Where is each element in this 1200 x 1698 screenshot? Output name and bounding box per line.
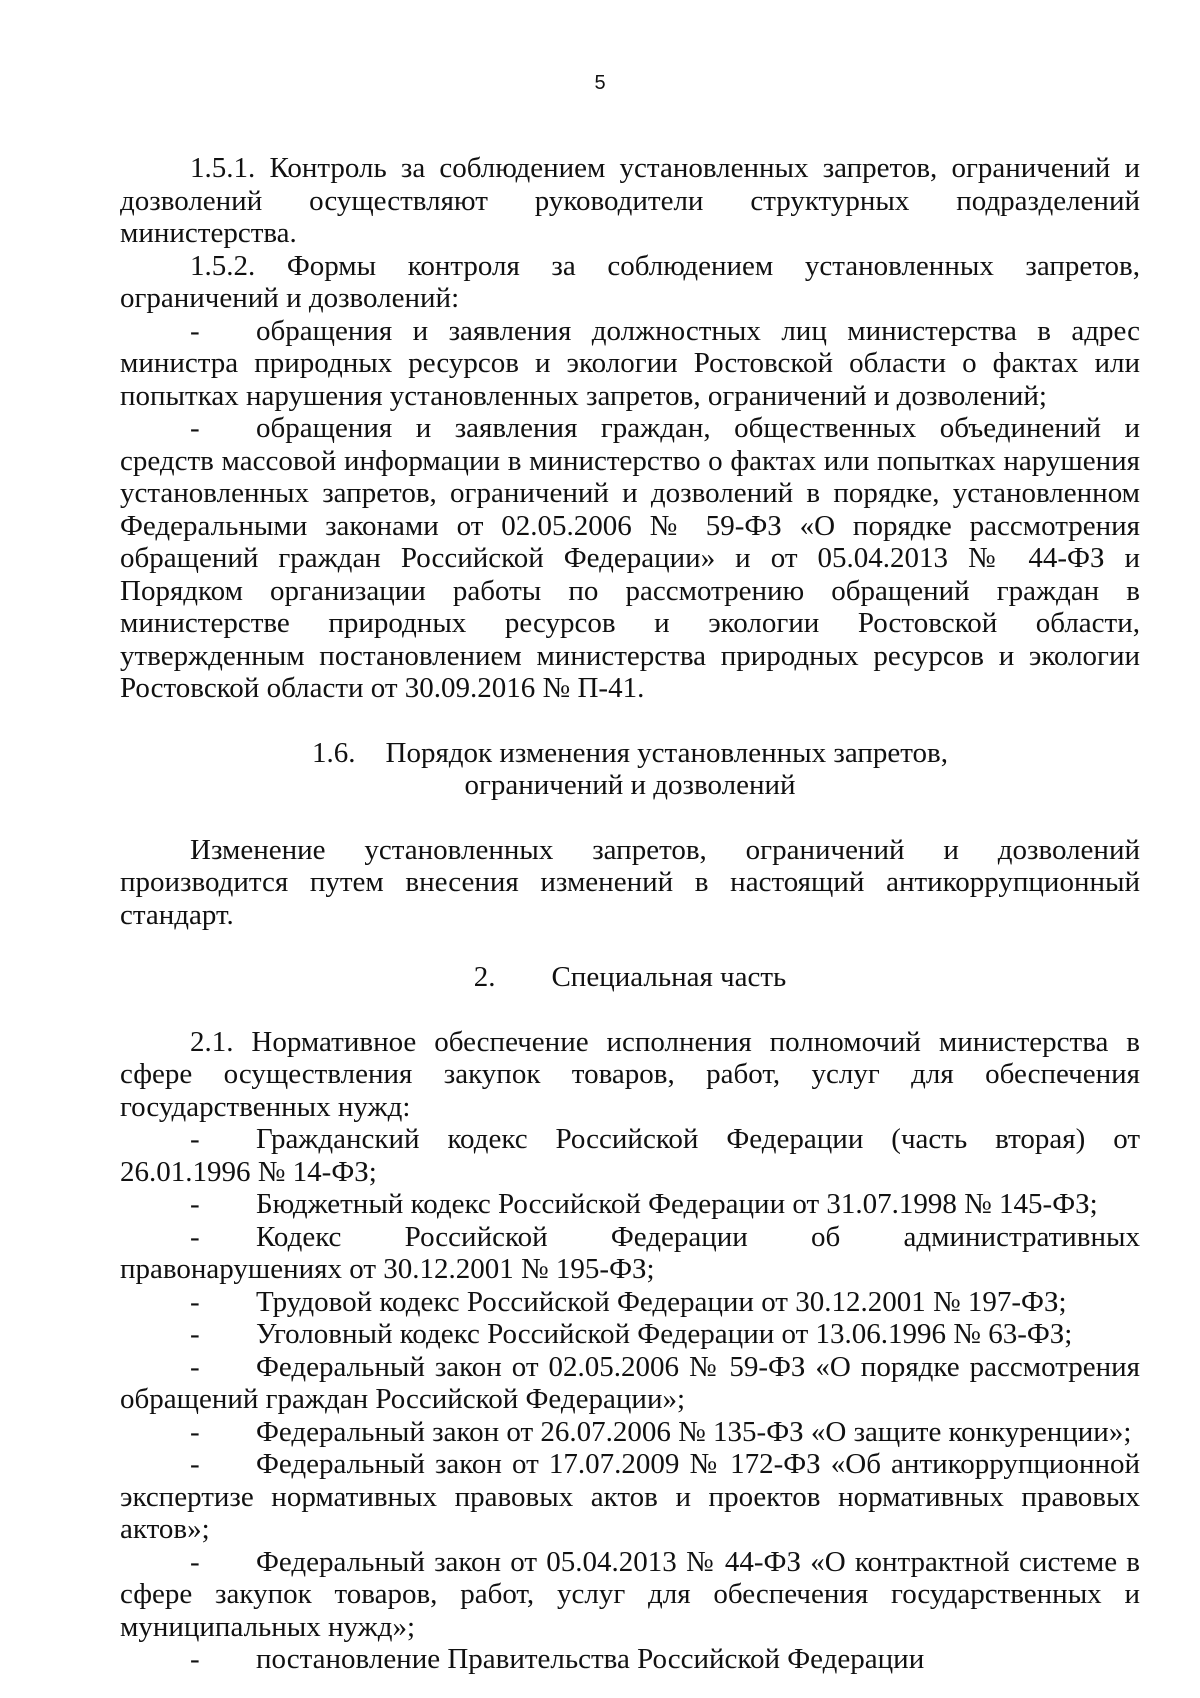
heading-1-6 xyxy=(120,737,1140,770)
dash-marker: - xyxy=(190,1350,200,1383)
list-item: - Федеральный закон от 26.07.2006 № 135-ФЗ «О защите конкуренции»; xyxy=(190,1415,1132,1448)
paragraph-1-5-2: 1.5.2. Формы контроля за соблюдением установленных запретов, ограничений и дозволений: xyxy=(120,249,1140,314)
document-body xyxy=(120,152,1140,1676)
paragraph-1-5-1: 1.5.1. Контроль за соблюдением установленных запретов, ограничений и дозволений осуществляют руководители структурных подразделений министерства. xyxy=(120,152,1140,249)
list-2-1 xyxy=(120,1123,1140,1676)
heading-number: 2. xyxy=(473,961,496,993)
heading-1-6-line-2: ограничений и дозволений xyxy=(464,769,796,801)
list-item: - обращения и заявления граждан, общественных объединений и средств массовой информации в министерство о фактах или попытках нарушения установленных запретов, ограничений и дозволений в порядке, установленном Федеральными законами от 02.05.2006 № 59-ФЗ «О порядке рассмотрения обращений граждан Российской Федерации» и от 05.04.2013 № 44-ФЗ и Порядком организации работы по рассмотрению обращений граждан в министерстве природных ресурсов и экологии Ростовской области, утвержденным постановлением министерства природных ресурсов и экологии Ростовской области от 30.09.2016 № П-41. xyxy=(120,412,1140,704)
list-item: - постановление Правительства Российской Федерации xyxy=(190,1643,925,1675)
paragraph-1-6: Изменение установленных запретов, ограничений и дозволений производится путем внесения изменений в настоящий антикоррупционный стандарт. xyxy=(120,833,1140,931)
list-item: - Трудовой кодекс Российской Федерации от 30.12.2001 № 197-ФЗ; xyxy=(190,1285,1067,1318)
dash-marker: - xyxy=(190,1318,200,1350)
dash-marker: - xyxy=(190,1643,200,1675)
list-item: - Кодекс Российской Федерации об административных правонарушениях от 30.12.2001 № 195-ФЗ; xyxy=(120,1220,1140,1285)
heading-2 xyxy=(120,961,1140,994)
list-item: - Бюджетный кодекс Российской Федерации от 31.07.1998 № 145-ФЗ; xyxy=(190,1188,1098,1220)
dash-marker: - xyxy=(190,1448,200,1480)
paragraph-2-1: 2.1. Нормативное обеспечение исполнения полномочий министерства в сфере осуществления закупок товаров, работ, услуг для обеспечения государственных нужд: xyxy=(120,1025,1140,1123)
dash-marker: - xyxy=(190,1415,200,1448)
dash-marker: - xyxy=(190,1545,200,1578)
dash-marker: - xyxy=(190,314,200,347)
dash-marker: - xyxy=(190,1188,200,1220)
dash-marker: - xyxy=(190,1123,200,1155)
dash-marker: - xyxy=(190,412,200,444)
list-item: - обращения и заявления должностных лиц министерства в адрес министра природных ресурсов и экологии Ростовской области о фактах или попытках нарушения установленных запретов, ограничений и дозволений; xyxy=(120,314,1140,412)
heading-number: 1.6. xyxy=(312,736,356,769)
page-number: 5 xyxy=(594,72,606,94)
dash-marker: - xyxy=(190,1220,200,1253)
list-item: - Гражданский кодекс Российской Федерации (часть вторая) от 26.01.1996 № 14-ФЗ; xyxy=(120,1123,1140,1188)
list-item: - Федеральный закон от 02.05.2006 № 59-ФЗ «О порядке рассмотрения обращений граждан Российской Федерации»; xyxy=(120,1350,1140,1415)
list-item: - Уголовный кодекс Российской Федерации от 13.06.1996 № 63-ФЗ; xyxy=(190,1318,1073,1350)
list-item: - Федеральный закон от 17.07.2009 № 172-ФЗ «Об антикоррупционной экспертизе нормативных правовых актов и проектов нормативных правовых актов»; xyxy=(120,1448,1140,1545)
list-item: - Федеральный закон от 05.04.2013 № 44-ФЗ «О контрактной системе в сфере закупок товаров, работ, услуг для обеспечения государственных и муниципальных нужд»; xyxy=(120,1545,1140,1643)
dash-marker: - xyxy=(190,1285,200,1318)
list-1-5-2 xyxy=(120,315,1140,705)
heading-line-1: Порядок изменения установленных запретов, xyxy=(385,736,948,769)
heading-title: Специальная часть xyxy=(551,961,787,993)
